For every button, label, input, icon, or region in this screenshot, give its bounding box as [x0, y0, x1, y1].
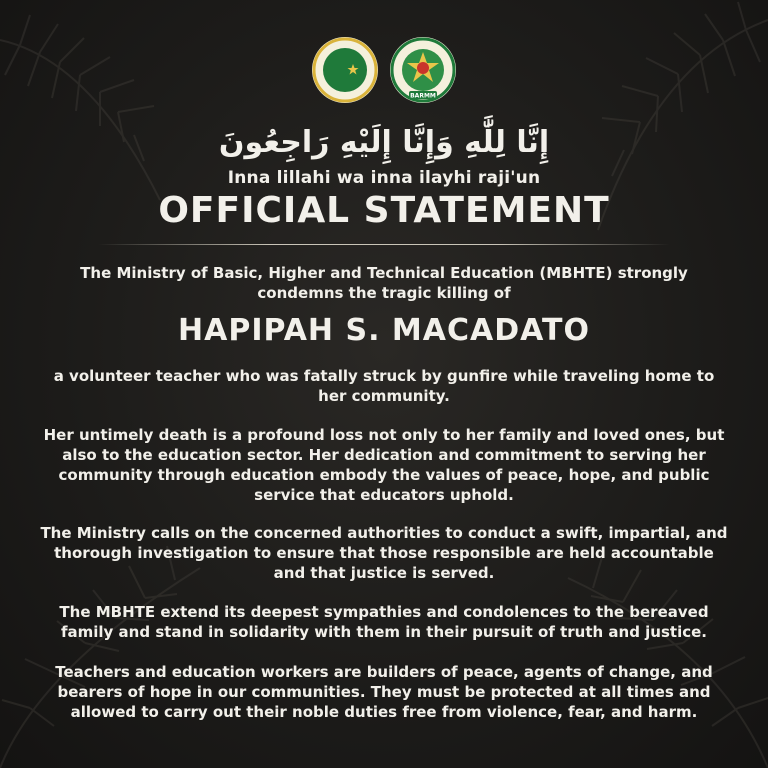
mbhte-seal-logo [389, 36, 457, 104]
svg-text:إِنَّا لِلَّٰهِ وَإِنَّا إِلَي: إِنَّا لِلَّٰهِ وَإِنَّا إِلَيْهِ رَاجِعُونَ [218, 125, 550, 160]
paragraph-teachers: Teachers and education workers are builders of peace, agents of change, and bearers of hope in our communities. They must be protected at all times and allowed to carry out their noble duties free from violence, fear, and harm. [55, 663, 713, 721]
svg-text:BARMM: BARMM [410, 92, 436, 100]
paragraph-investigation: The Ministry calls on the concerned authorities to conduct a swift, impartial, and thorough investigation to ensure that those responsible are held accountable and that justice is served. [40, 524, 728, 582]
title-divider [98, 244, 670, 245]
paragraph-loss: Her untimely death is a profound loss not only to her family and loved ones, but also to the education sector. Her dedication and commitment to serving her community through education embody the values of peace, hope, and public service that educators uphold. [43, 426, 725, 504]
paragraph-condolences: The MBHTE extend its deepest sympathies and condolences to the bereaved family and stand in solidarity with them in their pursuit of truth and justice. [59, 603, 709, 641]
transliteration-text: Inna lillahi wa inna ilayhi raji'un [227, 168, 541, 188]
bangsamoro-seal-logo [311, 36, 379, 104]
arabic-calligraphy [0, 112, 768, 168]
calligraphy-artwork [218, 112, 550, 168]
paragraph-description: a volunteer teacher who was fatally struck by gunfire while traveling home to her community. [53, 367, 715, 405]
victim-name: HAPIPAH S. MACADATO [178, 313, 590, 348]
page-title: OFFICIAL STATEMENT [158, 190, 610, 231]
intro-paragraph: The Ministry of Basic, Higher and Technical Education (MBHTE) strongly condemns the tragic killing of [80, 264, 688, 302]
logo-row [0, 36, 768, 108]
